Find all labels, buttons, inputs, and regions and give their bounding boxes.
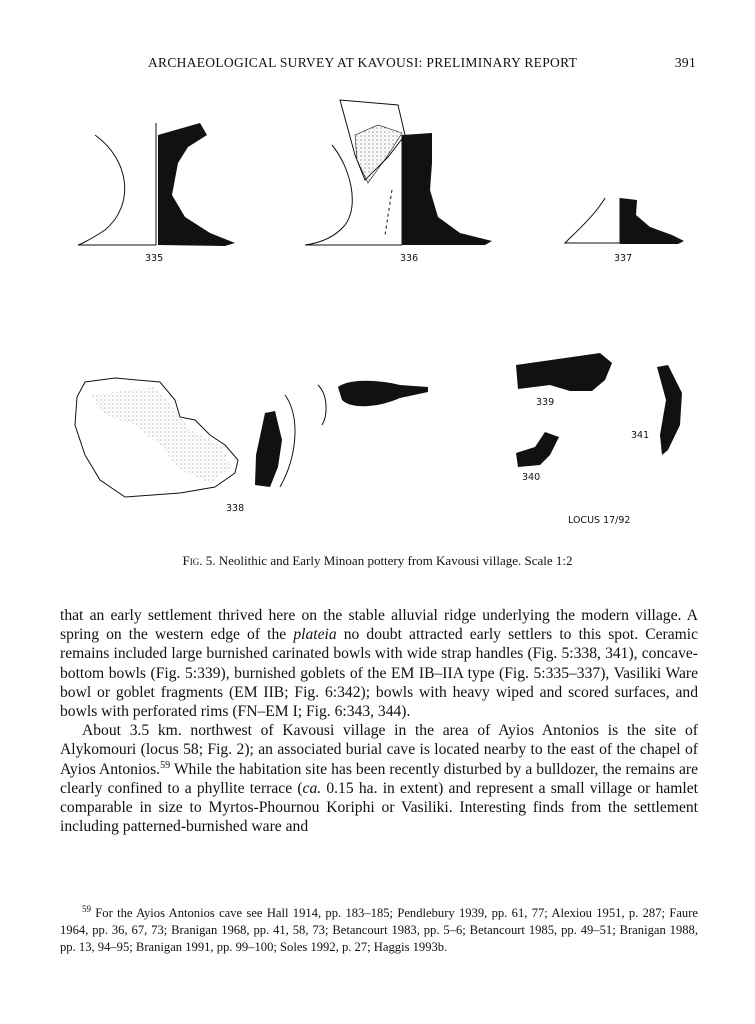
paragraph-2-italic: ca. — [302, 779, 322, 797]
figure-caption-text: Neolithic and Early Minoan pottery from Kavousi village. Scale 1:2 — [218, 553, 573, 568]
paragraph-1-part-b: no doubt attracted early settlers to this spot. Ceramic remains included large burnished carinated bowls with wide strap handles (Fig. 5:338, 341), concave-bottom bowls (Fig. 5:339), burnished goblets of the EM IB–IIA type (Fig. 5:335–337), Vasiliki Ware bowl or goblet fragments (EM IIB; Fig. 6:342); bowls with heavy wiped and scored surfaces, and bowls with perforated rims (FN–EM I; Fig. 6:343, 344). — [60, 626, 699, 721]
pottery-figure — [60, 95, 700, 535]
sherd-341 — [631, 365, 682, 455]
sherd-340 — [516, 432, 559, 483]
label-340: 340 — [522, 472, 541, 483]
footnote-text: For the Ayios Antonios cave see Hall 1914, pp. 183–185; Pendlebury 1939, pp. 61, 77; Alexiou 1951, p. 287; Faure 1964, pp. 36, 67, 73; Branigan 1968, pp. 41, 58, 73; Betancourt 1983, pp. 5–6; Betancourt 1985, pp. 49–51; Branigan 1988, pp. 13, 94–95; Branigan 1991, pp. 99–100; Soles 1992, p. 27; Haggis 1993b. — [60, 906, 698, 954]
label-335: 335 — [145, 253, 164, 264]
footnote-59 — [60, 905, 698, 956]
figure-caption-label: Fig. 5. — [182, 553, 216, 568]
label-337: 337 — [614, 253, 633, 264]
label-336: 336 — [400, 253, 419, 264]
paragraph-2-part-a: About 3.5 km. northwest of Kavousi village in the area of Ayios Antonios is the site of Alykomouri (locus 58; Fig. 2); an associated burial cave is located nearby to the east of the chapel of Ayios Antonios. — [60, 722, 698, 778]
sherd-335 — [78, 123, 235, 264]
paragraph-1 — [60, 606, 698, 721]
footnote-ref-59[interactable]: 59 — [160, 759, 171, 771]
body-text — [60, 606, 698, 836]
running-title: ARCHAEOLOGICAL SURVEY AT KAVOUSI: PRELIMINARY REPORT — [148, 55, 578, 70]
page-number: 391 — [674, 55, 696, 70]
label-341: 341 — [631, 430, 650, 441]
paragraph-1-part-a: that an early settlement thrived here on the stable alluvial ridge underlying the modern village. A spring on the western edge of the — [60, 607, 698, 644]
label-338: 338 — [226, 503, 245, 514]
figure-caption — [0, 553, 755, 569]
sherd-339 — [516, 353, 612, 408]
paragraph-2-part-b: While the habitation site has been recently disturbed by a bulldozer, the remains are clearly confined to a phyllite terrace ( — [60, 760, 698, 797]
sherd-337 — [565, 198, 684, 264]
sherd-338 — [75, 378, 326, 514]
sherd-336 — [305, 100, 492, 264]
paragraph-1-italic: plateia — [293, 626, 337, 644]
locus-label: LOCUS 17/92 — [568, 515, 631, 526]
fragment-338-rim — [338, 381, 428, 406]
footnote-number: 59 — [82, 903, 91, 914]
label-339: 339 — [536, 397, 555, 408]
pottery-drawings — [60, 95, 700, 535]
paragraph-2 — [60, 721, 698, 836]
paragraph-2-part-c: 0.15 ha. in extent) and represent a small village or hamlet comparable in size to Myrtos-Phournou Koriphi or Vasiliki. Interesting finds from the settlement including patterned-burnished ware and — [60, 779, 699, 836]
